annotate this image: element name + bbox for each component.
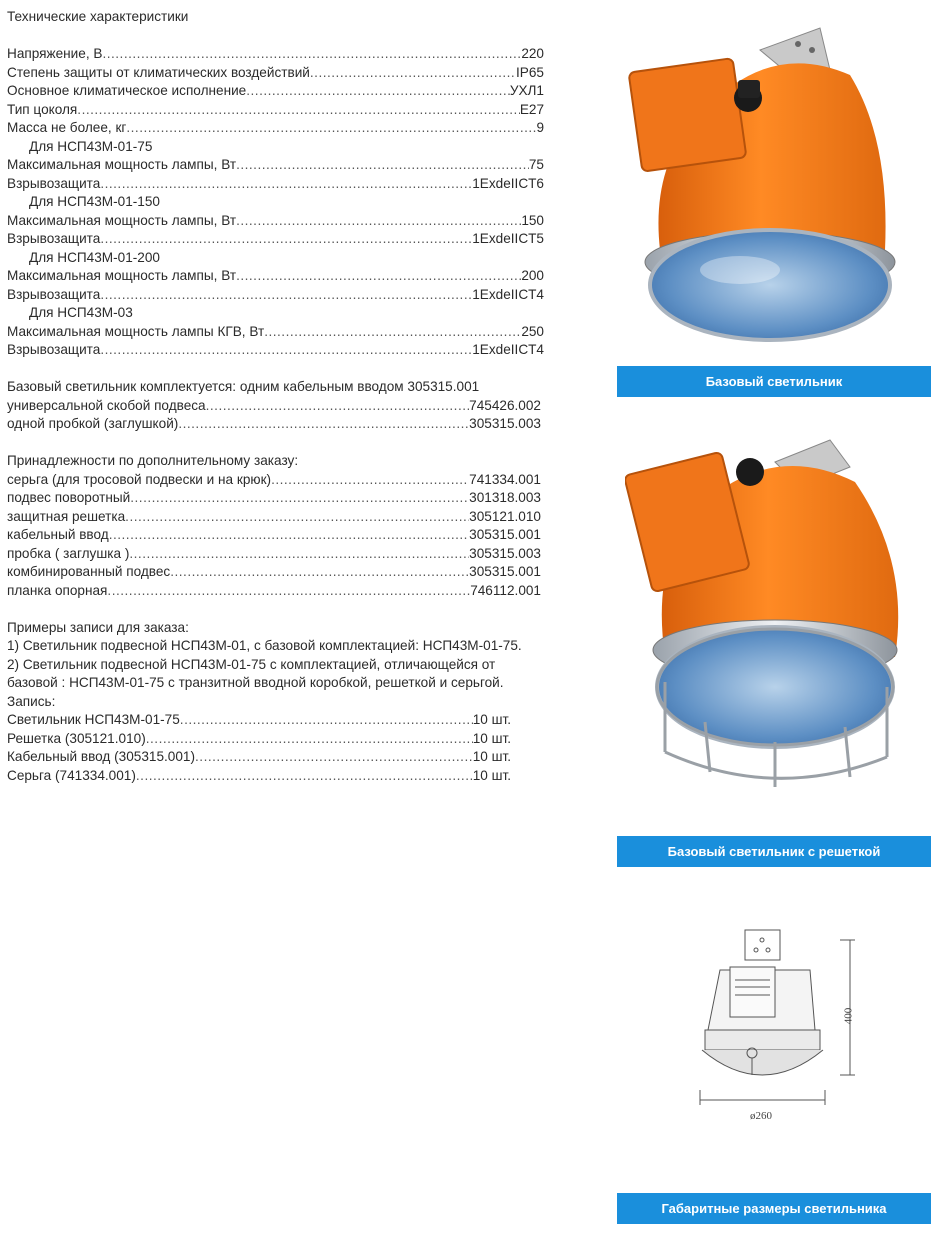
luminaire-with-grid-photo [625,432,935,792]
order-row: Светильник НСП43М-01-75 ..... 10 шт. [7,711,511,730]
spec-row: Степень защиты от климатических воздействий ..... IP65 [7,64,544,83]
spec-row: кабельный ввод ..... 305315.001 [7,526,541,545]
spec-row: Масса не более, кг ..... 9 [7,119,544,138]
height-label: 400 [842,1007,855,1025]
spec-row: Напряжение, В ..... 220 [7,45,544,64]
caption-dimensions: Габаритные размеры светильника [617,1193,931,1224]
base-kit-intro: Базовый светильник комплектуется: одним кабельным вводом 305315.001 [7,379,480,394]
spec-row: Максимальная мощность лампы, Вт ..... 75 [7,156,544,175]
order-row: Решетка (305121.010) ..... 10 шт. [7,730,511,749]
spec-row: Максимальная мощность лампы, Вт ..... 200 [7,267,544,286]
spec-row: планка опорная ..... 746112.001 [7,582,541,601]
accessories-heading: Принадлежности по дополнительному заказу: [7,453,299,468]
base-luminaire-photo [620,20,940,365]
spec-row: универсальной скобой подвеса ..... 745426.002 [7,397,541,416]
order-row: Серьга (741334.001) ..... 10 шт. [7,767,511,786]
example-line: 1) Светильник подвесной НСП43М-01, с базовой комплектацией: НСП43М-01-75. [7,638,522,653]
specifications-block [7,8,547,785]
spec-row: защитная решетка ..... 305121.010 [7,508,541,527]
caption-luminaire-with-grid: Базовый светильник с решеткой [617,836,931,867]
spec-row: Максимальная мощность лампы, Вт ..... 150 [7,212,544,231]
spec-row: одной пробкой (заглушкой) ..... 305315.003 [7,415,541,434]
spec-row: комбинированный подвес ..... 305315.001 [7,563,541,582]
example-line: базовой : НСП43М-01-75 с транзитной вводной коробкой, решеткой и серьгой. [7,675,504,690]
diameter-label: ø260 [750,1110,772,1122]
variant-heading: Для НСП43М-03 [29,305,133,320]
caption-base-luminaire: Базовый светильник [617,366,931,397]
spec-row: Тип цоколя ..... E27 [7,101,544,120]
variant-heading: Для НСП43М-01-75 [29,138,153,154]
order-row: Кабельный ввод (305315.001) ..... 10 шт. [7,748,511,767]
example-line: Запись: [7,693,56,709]
spec-row: пробка ( заглушка ) ..... 305315.003 [7,545,541,564]
examples-heading: Примеры записи для заказа: [7,619,189,635]
spec-row: серьга (для тросовой подвески и на крюк) ..... 741334.001 [7,471,541,490]
spec-row: подвес поворотный ..... 301318.003 [7,489,541,508]
spec-row: Взрывозащита ..... 1ExdeIICT4 [7,341,544,360]
spec-row: Взрывозащита ..... 1ExdeIICT5 [7,230,544,249]
spec-row: Максимальная мощность лампы КГВ, Вт ..... 250 [7,323,544,342]
spec-title: Технические характеристики [7,9,189,24]
spec-row: Основное климатическое исполнение ..... УХЛ1 [7,82,544,101]
dimension-drawing [690,925,870,1135]
variant-heading: Для НСП43М-01-200 [29,249,160,265]
spec-row: Взрывозащита ..... 1ExdeIICT4 [7,286,544,305]
example-line: 2) Светильник подвесной НСП43М-01-75 с комплектацией, отличающейся от [7,656,496,672]
variant-heading: Для НСП43М-01-150 [29,194,160,209]
spec-row: Взрывозащита ..... 1ExdeIICT6 [7,175,544,194]
